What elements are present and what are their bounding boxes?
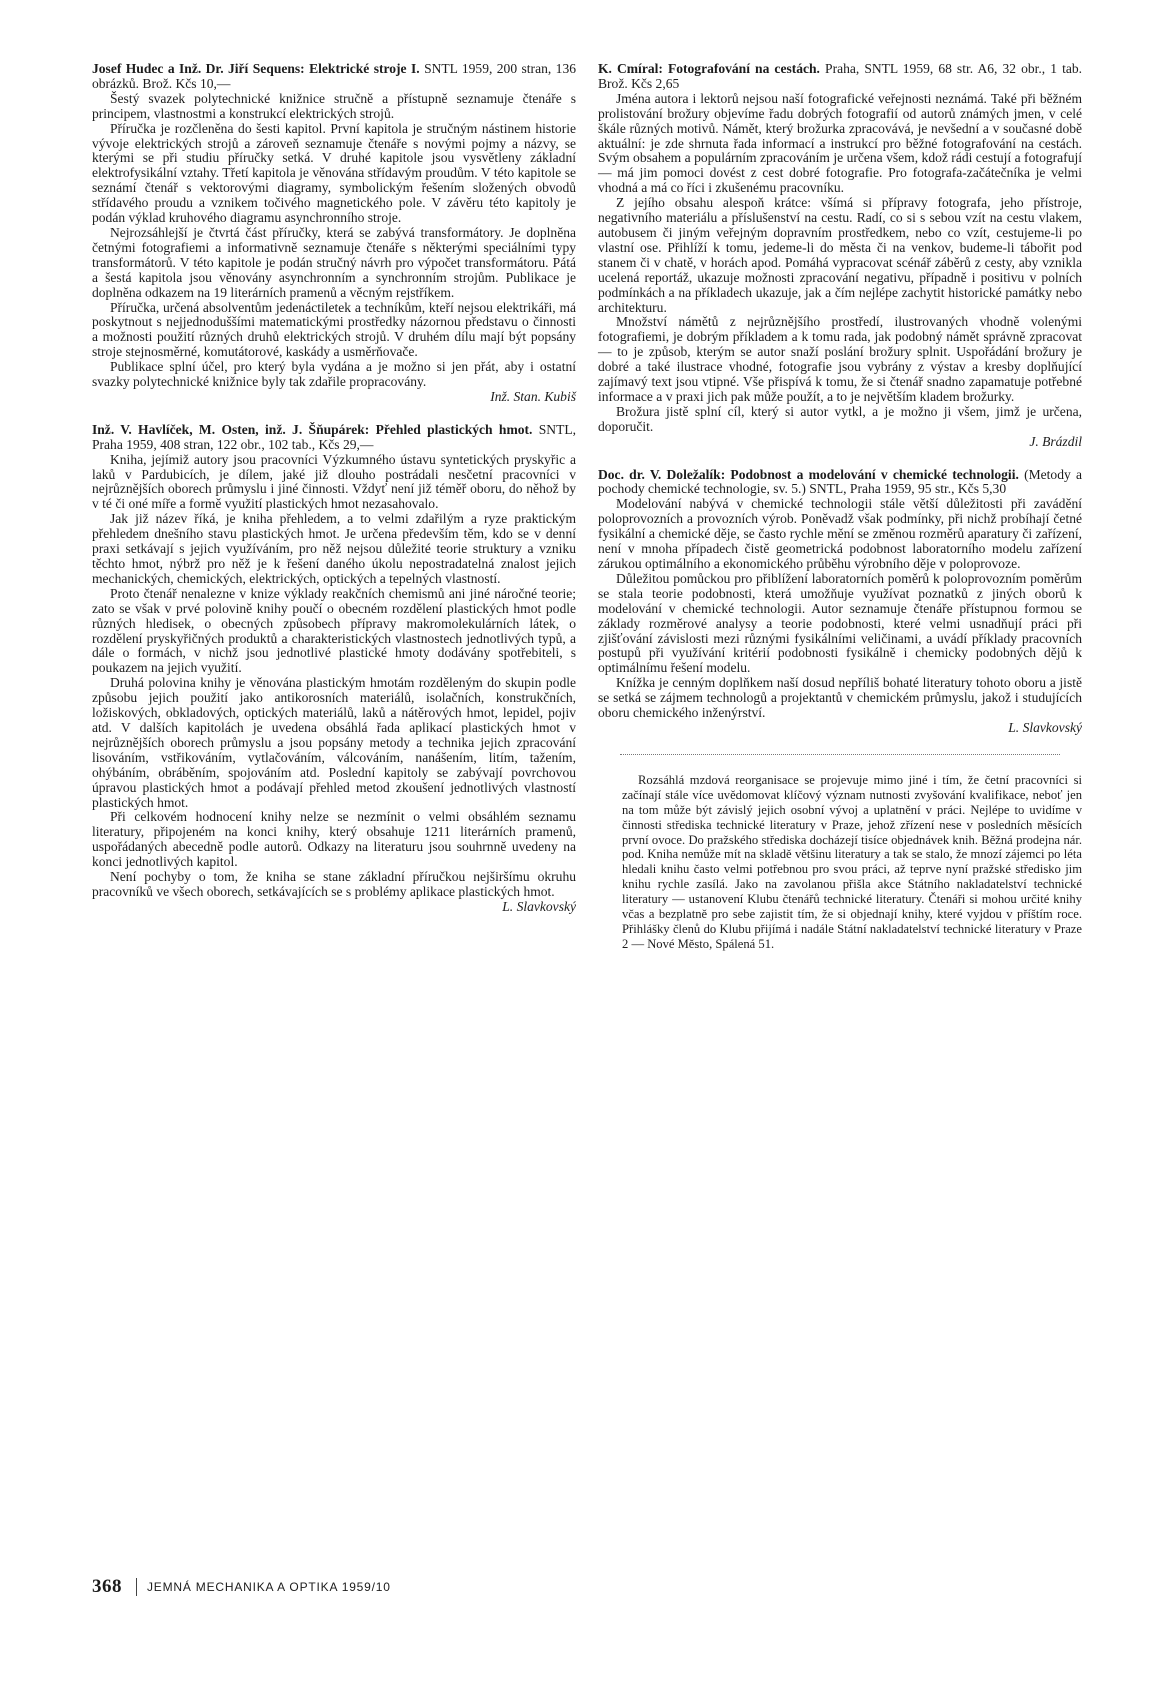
review-paragraph: Příručka je rozčleněna do šesti kapitol. První kapitola je stručným nástinem historie vývoje elektrických strojů a zároveň seznamuje čtenáře s novými pojmy a názvy, se kterými se při studiu příručky setká. V druhé kapitole jsou vysvětleny základní elektrofysikální vztahy. Třetí kapitola je věnována střídavým proudům. V této kapitole se seznámí čtenář s vektorovými diagramy, symbolickým řešením složených obvodů střídavého proudu a vznikem točivého magnetického pole. V závěru této kapitoly je podán výklad kruhového diagramu asynchronního stroje.	[92, 120, 576, 226]
review-elektricke-stroje	[92, 62, 576, 405]
review-paragraph: Jak již název říká, je kniha přehledem, a to velmi zdařilým a ryze praktickým přehledem dnešního stavu plastických hmot. Je určena především těm, kdo se v denní praxi setkávají s jejich využíváním, pro něž nejsou důležité teorie struktury a vzniku těchto hmot, nýbrž pro něž je k řešení daného úkolu nepostradatelná znalost jejich mechanických, chemických, elektrických, optických a tepelných vlastností.	[92, 511, 576, 586]
review-authors-title: Inž. V. Havlíček, M. Osten, inž. J. Šňupárek: Přehled plastických hmot.	[92, 421, 533, 437]
page-number: 368	[92, 1576, 122, 1597]
review-publication-info: SNTL 1959, 200 stran, 136 obrázků. Brož. Kčs 10,—	[92, 61, 576, 91]
review-heading	[92, 62, 576, 92]
page-footer	[92, 1576, 391, 1598]
review-paragraph: Množství námětů z nejrůznějšího prostředí, ilustrovaných vhodně volenými fotografiemi, je dobrým příkladem a k tomu rada, jak podobný námět správně zpracovat — to je způsob, kterým se autor snaží poslání brožury splnit. Uspořádání brožury je dobré a také ilustrace vhodné, fotografie jsou vybrány z výstav a kresby doplňující zajímavý text jsou vtipné. Vše přispívá k tomu, že si čtenář snadno zapamatuje potřebné informace a v praxi jich pak může použít, a to je největším kladem brožurky.	[598, 314, 1082, 404]
review-paragraph: Příručka, určená absolventům jedenáctiletek a techníkům, kteří nejsou elektrikáři, má poskytnout s nejjednoduššími matematickými prostředky názornou představu o činnosti a možnosti použití různých druhů elektrických strojů. V druhém dílu mají být popsány stroje stejnosměrné, komutátorové, kaskády a usměrňovače.	[92, 299, 576, 360]
review-paragraph: Není pochyby o tom, že kniha se stane základní příručkou nejširšímu okruhu pracovníků ve všech oborech, setkávajících se s problémy aplikace plastických hmot.	[92, 869, 576, 899]
review-paragraph: Důležitou pomůckou pro přiblížení laboratorních poměrů k poloprovozním poměrům se stala teorie podobnosti, která umožňuje využívat poznatků z jiných oborů k modelování v chemické technologii. Autor seznamuje čtenáře přístupnou formou se základy rozměrové analysy a teorie podobnosti, které velmi usnadňují práci při zjišťování závislosti mezi různými fysikálními veličinami, a uvádí příklady pracovních postupů při využívání kritérií podobnosti fysikálně i chemicky podobných dějů k optimálnímu řešení modelu.	[598, 570, 1082, 676]
review-heading	[92, 423, 576, 453]
review-paragraph: Publikace splní účel, pro který byla vydána a je možno si jen přát, aby i ostatní svazky polytechnické knižnice byly tak zdařile propracovány.	[92, 359, 576, 390]
review-authors-title: Josef Hudec a Inž. Dr. Jiří Sequens: Elektrické stroje I.	[92, 61, 420, 76]
review-signature: L. Slavkovský	[502, 898, 576, 914]
review-signature: Inž. Stan. Kubiš	[490, 388, 576, 404]
review-paragraph: Druhá polovina knihy je věnována plastickým hmotám rozděleným do skupin podle způsobu jejich použití jako antikorosních materiálů, isolačních, konstrukčních, ložiskových, obkladových, optických materiálů, laků a nátěrových hmot, lepidel, pojiv atd. V dalších kapitolách je uvedena obsáhlá řada aplikací plastických hmot v nejrůznějších oborech průmyslu a jsou popsány metody a technika jejich zpracování lisováním, vstřikováním, vytlačováním, válcováním, nanášením, litím, tažením, ohýbáním, obráběním, spojováním atd. Poslední kapitoly se zabývají povrchovou úpravou plastických hmot a podávají přehled metod zkoušení jednotlivých vlastností plastických hmot.	[92, 675, 576, 810]
review-plasticke-hmoty	[92, 423, 576, 915]
review-modelovani	[598, 468, 1082, 736]
review-heading	[598, 62, 1082, 92]
review-paragraph: Proto čtenář nenalezne v knize výklady reakčních chemismů ani jiné náročné teorie; zato se však v prvé polovině knihy poučí o obecném rozdělení plastických hmot podle různých hledisek, o obecných způsobech přípravy makromolekulárních látek, o rozdělení pryskyřičných produktů a charakteristických vlastnostech jednotlivých typů, a dále o formách, v nichž jsou jednotlivé plastické hmoty dodávány spotřebiteli, s poukazem na jejich využití.	[92, 585, 576, 676]
review-authors-title: Doc. dr. V. Doležalík: Podobnost a modelování v chemické technologii.	[598, 466, 1019, 482]
review-paragraph: Z jejího obsahu alespoň krátce: všímá si přípravy fotografa, jeho přístroje, negativního materiálu a příslušenství na cestu. Radí, co si s sebou vzít na cestu vlakem, autobusem či jiným veřejným dopravním prostředkem, nebo co vzít, cestujeme-li po vlastní ose. Přihlíží k tomu, jedeme-li do města či na venkov, budeme-li tábořit pod stanem či v chatě, v horách apod. Pomáhá vypracovat scénář záběrů z cesty, aby vznikla ucelená reportáž, ukazuje možnosti zpracování negativu, případně i positivu v polních podmínkách a na příkladech ukazuje, jak a čím nejlépe zachytit historické památky nebo architekturu.	[598, 195, 1082, 315]
review-paragraph: Knížka je cenným doplňkem naší dosud nepříliš bohaté literatury tohoto oboru a jistě se setká se zájmem technologů a projektantů v chemickém průmyslu, jakož i studujících oboru chemického inženýrství.	[598, 675, 1082, 721]
review-paragraph: Modelování nabývá v chemické technologii stále větší důležitosti při zavádění poloprovozních a provozních výrob. Poněvadž však podmínky, při nichž probíhají četné fysikální a chemické děje, se často rychle mění se změnou rozměrů aparatury či zařízení, není v mnoha případech čistě geometrická podobnost laboratorního modelu zařízení zárukou optimálního a ekonomického průběhu výrobního děje v poloprovoze.	[598, 496, 1082, 571]
review-heading	[598, 468, 1082, 498]
notice-box	[598, 773, 1082, 952]
review-authors-title: K. Cmíral: Fotografování na cestách.	[598, 61, 820, 76]
review-paragraph: Brožura jistě splní cíl, který si autor vytkl, a je možno ji všem, jimž je určena, doporučit.	[598, 403, 1082, 434]
footer-divider	[136, 1578, 137, 1596]
review-publication-info: Praha, SNTL 1959, 68 str. A6, 32 obr., 1 tab. Brož. Kčs 2,65	[598, 61, 1083, 91]
journal-name: JEMNÁ MECHANIKA A OPTIKA 1959/10	[147, 1580, 391, 1594]
review-publication-info: (Metody a pochody chemické technologie, sv. 5.) SNTL, Praha 1959, 95 str., Kčs 5,30	[598, 466, 1082, 497]
review-paragraph: Jména autora i lektorů nejsou naší fotografické veřejnosti neznámá. Také při běžném prolistování brožury objevíme řadu dobrých fotografií od autorů známých jmen, v celé škále různých motivů. Námět, který brožurka zpracovává, je nevšední a v současné době aktuální: je zde shrnuta řada informací a instrukcí pro běžné fotografování na cestách. Svým obsahem a populárním zpracováním je určena všem, kdož rádi cestují a fotografují — má jim pomoci dovést z cest dobré fotografie. Pro fotografa-začátečníka je velmi vhodná a má co říci i zkušenému pracovníku.	[598, 90, 1082, 196]
section-divider	[620, 754, 1060, 755]
review-signature: L. Slavkovský	[1008, 719, 1082, 735]
notice-paragraph: Rozsáhlá mzdová reorganisace se projevuje mimo jiné i tím, že četní pracovníci si začínají stále více uvědomovat klíčový význam nutnosti zvyšování kvalifikace, neboť jen na tom může být závislý jejich osobní vývoj a uplatnění v práci. Nejlépe to uvidíme v činnosti střediska technické literatury v Praze, jehož zřízení nese v posledních měsících první ovoce. Do pražského střediska docházejí tisíce objednávek knih. Běžná prodejna nár. pod. Kniha nemůže mít na skladě většinu literatury a tak se stalo, že mnozí zájemci po léta hledali knihu často velmi potřebnou pro svou práci, až teprve nyní pražské středisko jim knihu rychle zasílá. Jako na zavolanou přišla akce Státního nakladatelství technické literatury — ustanovení Klubu čtenářů technické literatury. Čtenáři si mohou určité knihy včas a bezplatně pro sebe zajistit tím, že si objednají knihy, které vyjdou v příštím roce. Přihlášky členů do Klubu přijímá i nadále Státní nakladatelství technické literatury v Praze 2 — Nové Město, Spálená 51.	[622, 772, 1082, 951]
right-column	[598, 62, 1082, 952]
review-signature: J. Brázdil	[1029, 433, 1082, 449]
left-column	[92, 62, 576, 933]
review-fotografovani	[598, 62, 1082, 450]
review-paragraph: Šestý svazek polytechnické knižnice stručně a přístupně seznamuje čtenáře s principem, vlastnostmi a konstrukcí elektrických strojů.	[92, 90, 576, 121]
review-paragraph: Při celkovém hodnocení knihy nelze se nezmínit o velmi obsáhlém seznamu literatury, připojeném na konci knihy, který obsahuje 1211 literárních pramenů, uspořádaných abecedně podle autorů. Odkazy na literaturu jsou souhrnně uvedeny na konci jednotlivých kapitol.	[92, 809, 576, 870]
review-paragraph: Kniha, jejímiž autory jsou pracovníci Výzkumného ústavu syntetických pryskyřic a laků v Pardubicích, je dílem, jaké již dlouho postrádali nesčetní pracovníci v nejrůznějších oborech průmyslu i jiné činnosti. Vždyť není již téměř oboru, do něhož by v té či oné míře a formě využití plastických hmot nezasahovalo.	[92, 451, 576, 512]
review-publication-info: SNTL, Praha 1959, 408 stran, 122 obr., 102 tab., Kčs 29,—	[92, 421, 577, 452]
review-paragraph: Nejrozsáhlejší je čtvrtá část příručky, která se zabývá transformátory. Je doplněna četnými fotografiemi a informativně seznamuje čtenáře s některými speciálními typy transformátorů. V této kapitole je podán stručný návrh pro výpočet transformátoru. Pátá a šestá kapitola jsou věnovány asynchronním a synchronním strojům. Publikace je doplněna odkazem na 19 literárních pramenů a věcným rejstříkem.	[92, 224, 576, 300]
